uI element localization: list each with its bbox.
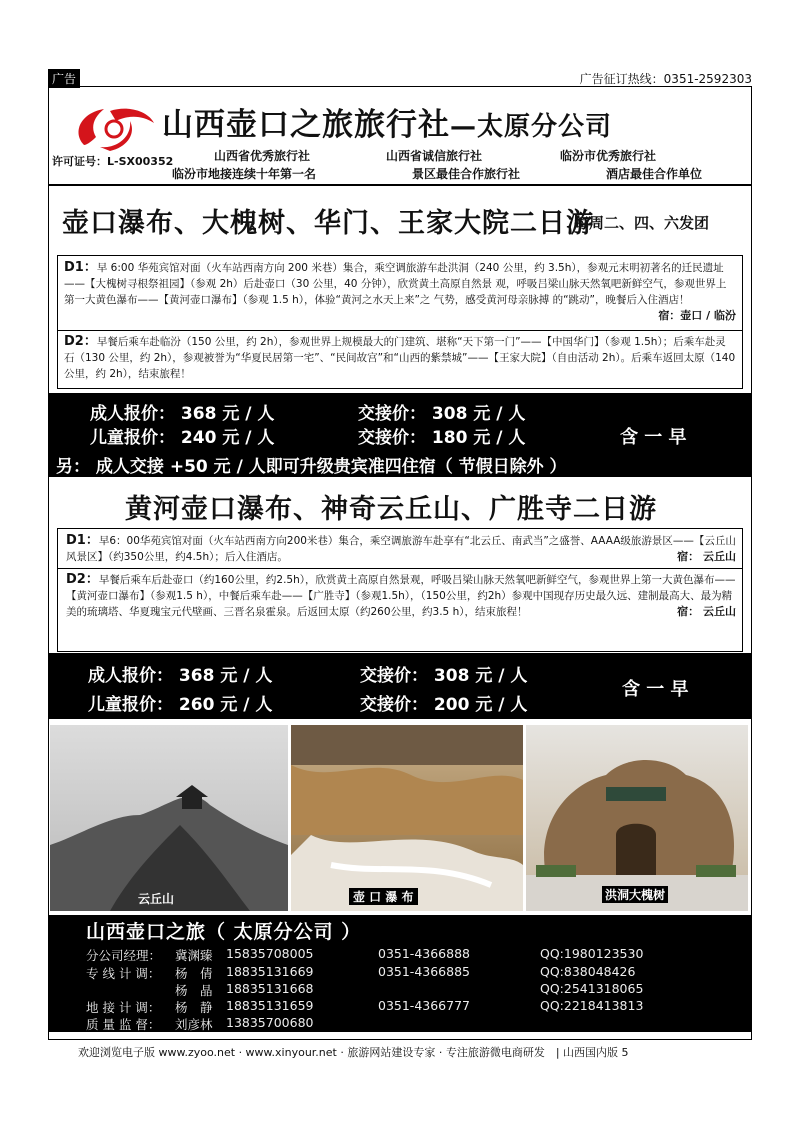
route2-price-bar (48, 653, 752, 719)
honor-4: 临汾市地接连续十年第一名 (172, 167, 317, 181)
route2-itinerary (57, 528, 743, 652)
header-divider (48, 184, 752, 186)
route2-day2 (58, 569, 742, 620)
ad-tag: 广告 (48, 69, 80, 88)
contact-mobile: 13835700680 (226, 1015, 314, 1030)
photo-caption-3: 洪洞大槐树 (602, 886, 668, 903)
route1-title: 壶口瀑布、大槐树、华门、王家大院二日游 (62, 208, 594, 239)
child-price: 儿童报价： 260 元 / 人 (88, 695, 273, 715)
honor-1: 山西省优秀旅行社 (214, 149, 311, 163)
contact-qq: QQ:2218413813 (540, 998, 644, 1013)
child-price: 儿童报价： 240 元 / 人 (90, 428, 275, 448)
contact-qq: QQ:2541318065 (540, 981, 644, 996)
honor-2: 山西省诚信旅行社 (386, 149, 483, 163)
contact-mobile: 18835131668 (226, 981, 314, 996)
contact-role: 地 接 计 调： (86, 1000, 161, 1015)
contact-name: 杨 静 (175, 1000, 213, 1015)
upgrade-note: 另： 成人交接 +50 元 / 人即可升级贵宾准四住宿（ 节假日除外 ） (56, 457, 567, 477)
contact-name: 冀渊臻 (175, 948, 213, 963)
adult-price: 成人报价： 368 元 / 人 (90, 404, 275, 424)
contact-tel: 0351-4366777 (378, 998, 470, 1013)
day1-stay: 宿：壶口 / 临汾 (658, 309, 736, 322)
adult-price: 成人报价： 368 元 / 人 (88, 666, 273, 686)
adult-transfer-price: 交接价： 308 元 / 人 (358, 404, 526, 424)
day2-tag: D2： (66, 572, 99, 587)
honor-3: 临汾市优秀旅行社 (560, 149, 657, 163)
child-transfer-price: 交接价： 180 元 / 人 (358, 428, 526, 448)
day2-tag: D2： (64, 334, 97, 349)
contact-qq: QQ:838048426 (540, 964, 636, 979)
contact-name: 杨 晶 (175, 983, 213, 998)
child-transfer-price: 交接价： 200 元 / 人 (360, 695, 528, 715)
day1-text: 早 6:00 华苑宾馆对面（火车站西南方向 200 米巷）集合，乘空调旅游车赴洪洞（240 公里，约 3.5h），参观元末明初著名的迁民遗址——【大槐树寻根祭祖园】（参观 2h）后赴壶口（30 公里，40 分钟），欣赏黄土高原自然景 观，呼吸吕梁山脉天然氧吧新鲜空气，参观世界上第一大黄色瀑布——【黄河壶口瀑布】（参观 1.5 h），体验“黄河之水天上来”之 气势，感受黄河母亲脉搏 的“跳动”，晚餐后入住酒店！ (64, 262, 727, 306)
photo-caption-2: 壶 口 瀑 布 (349, 888, 418, 905)
adult-transfer-price: 交接价： 308 元 / 人 (360, 666, 528, 686)
agency-main-name: 山西壶口之旅旅行社 (162, 107, 450, 143)
contact-tel: 0351-4366885 (378, 964, 470, 979)
license-number: 许可证号：L-SX00352 (52, 155, 174, 168)
honor-5: 景区最佳合作旅行社 (412, 167, 521, 181)
breakfast-included: 含 一 早 (620, 427, 687, 448)
honor-6: 酒店最佳合作单位 (606, 167, 703, 181)
contact-mobile: 15835708005 (226, 946, 314, 961)
day2-text: 早餐后乘车后赴壶口（约160公里，约2.5h），欣赏黄土高原自然景观，呼吸吕梁山脉天然氧吧新鲜空气，参观世界上第一大黄色瀑布——【黄河壶口瀑布】（参观1.5 h），中餐后乘车赴——【广胜寺】（参观1.5h），（150公里，约2h）参观中国现存历史最久远、建制最高大、最为精美的琉璃塔、华夏瑰宝元代壁画、三晋名泉霍泉。后返回太原（约260公里，约3.5 h），结束旅程！ (66, 574, 736, 618)
contact-role: 专 线 计 调： (86, 966, 161, 981)
route1-day2 (58, 331, 742, 382)
contact-qq: QQ:1980123530 (540, 946, 644, 961)
contact-role: 质 量 监 督： (86, 1017, 161, 1032)
contact-tel: 0351-4366888 (378, 946, 470, 961)
brand-logo-icon (70, 103, 158, 153)
contact-name: 杨 倩 (175, 966, 213, 981)
page-footer: 欢迎浏览电子版 www.zyoo.net · www.xinyour.net · 旅游网站建设专家 · 专注旅游微电商研发 | 山西国内版 5 (78, 1046, 629, 1059)
photo-yunqiu-mountain (50, 725, 288, 911)
day1-tag: D1： (64, 260, 97, 275)
photo-hukou-waterfall (291, 725, 523, 911)
contact-mobile: 18835131669 (226, 964, 314, 979)
mountain-pavilion-icon (50, 725, 288, 911)
route2-title: 黄河壶口瀑布、神奇云丘山、广胜寺二日游 (125, 494, 657, 525)
contact-name: 刘彦林 (175, 1017, 213, 1032)
agency-branch: —太原分公司 (450, 112, 613, 142)
route1-itinerary (57, 255, 743, 389)
agency-name (162, 99, 612, 144)
day2-text: 早餐后乘车赴临汾（150 公里，约 2h），参观世界上规模最大的门建筑、堪称“天下第一门”——【中国华门】（参观 1.5h）；后乘车赴灵石（130 公里，约 2h），参观被誉为“华夏民居第一宅”、“民间故宫”和“山西的紫禁城”——【王家大院】（自由活动 2h）。后乘车返回太原（140 公里，约 2h），结束旅程！ (64, 336, 736, 380)
route2-day1 (58, 529, 742, 569)
contact-role: 分公司经理： (86, 948, 162, 963)
route1-departure-days: 每周二、四、六发团 (574, 214, 710, 232)
ad-hotline: 广告征订热线：0351-2592303 (579, 72, 752, 86)
contact-title: 山西壶口之旅（ 太原分公司 ） (86, 921, 362, 943)
contact-mobile: 18835131659 (226, 998, 314, 1013)
photo-hongtong-locust-tree (526, 725, 748, 911)
breakfast-included: 含 一 早 (622, 679, 689, 700)
day1-text: 早6：00华苑宾馆对面（火车站西南方向200米巷）集合，乘空调旅游车赴享有“北云丘、南武当”之盛誉、AAAA级旅游景区——【云丘山风景区】（约350公里，约4.5h）；后入住酒店。 (66, 535, 736, 563)
day1-tag: D1： (66, 533, 99, 548)
photo-caption-1: 云丘山 (138, 892, 175, 906)
day2-stay: 宿： 云丘山 (677, 605, 736, 618)
waterfall-icon (291, 725, 523, 911)
locust-tree-gate-icon (526, 725, 748, 911)
route1-day1 (58, 256, 742, 331)
day1-stay: 宿： 云丘山 (677, 550, 736, 563)
